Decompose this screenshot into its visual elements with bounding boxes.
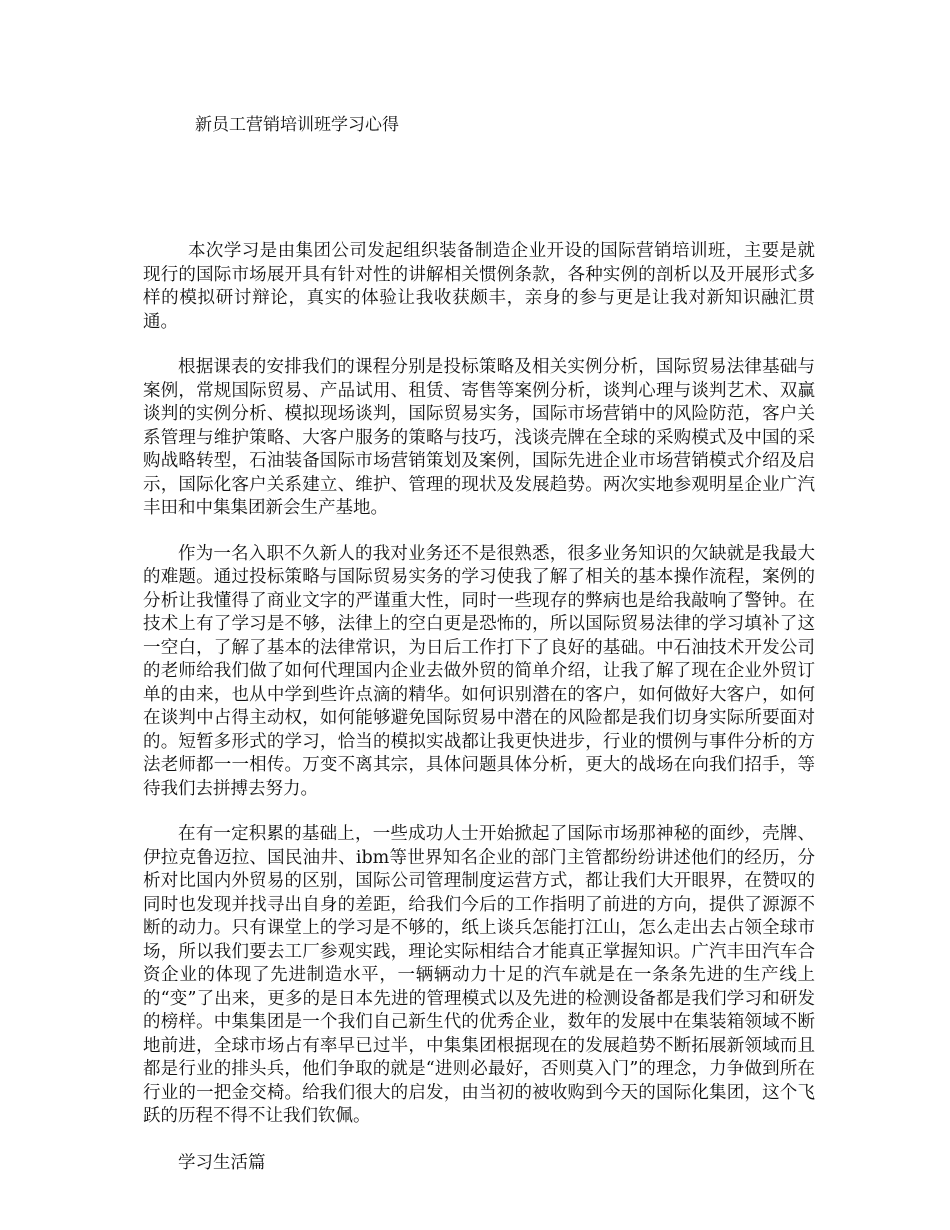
document-body — [143, 240, 815, 1175]
document-title: 新员工营销培训班学习心得 — [195, 115, 399, 135]
paragraph-curriculum: 根据课表的安排我们的课程分别是投标策略及相关实例分析，国际贸易法律基础与案例，常规国际贸易、产品试用、租赁、寄售等案例分析，谈判心理与谈判艺术、双赢谈判的实例分析、模拟现场谈判，国际贸易实务，国际市场营销中的风险防范，客户关系管理与维护策略、大客户服务的策略与技巧，浅谈壳牌在全球的采购模式及中国的采购战略转型，石油装备国际市场营销策划及案例，国际先进企业市场营销模式介绍及启示，国际化客户关系建立、维护、管理的现状及发展趋势。两次实地参观明星企业广汽丰田和中集集团新会生产基地。 — [143, 357, 815, 518]
paragraph-experience: 在有一定积累的基础上，一些成功人士开始掀起了国际市场那神秘的面纱，壳牌、伊拉克鲁迈拉、国民油井、ibm等世界知名企业的部门主管都纷纷讲述他们的经历，分析对比国内外贸易的区别，国际公司管理制度运营方式，都让我们大开眼界，在赞叹的同时也发现并找寻出自身的差距，给我们今后的工作指明了前进的方向，提供了源源不断的动力。只有课堂上的学习是不够的，纸上谈兵怎能打江山，怎么走出去占领全球市场，所以我们要去工厂参观实践，理论实际相结合才能真正掌握知识。广汽丰田汽车合资企业的体现了先进制造水平，一辆辆动力十足的汽车就是在一条条先进的生产线上的“变”了出来，更多的是日本先进的管理模式以及先进的检测设备都是我们学习和研发的榜样。中集集团是一个我们自己新生代的优秀企业，数年的发展中在集装箱领域不断地前进，全球市场占有率早已过半，中集集团根据现在的发展趋势不断拓展新领域而且都是行业的排头兵，他们争取的就是“进则必最好，否则莫入门”的理念，力争做到所在行业的一把金交椅。给我们很大的启发，由当初的被收购到今天的国际化集团，这个飞跃的历程不得不让我们钦佩。 — [143, 824, 815, 1126]
paragraph-intro: 本次学习是由集团公司发起组织装备制造企业开设的国际营销培训班，主要是就现行的国际市场展开具有针对性的讲解相关惯例条款，各种实例的剖析以及开展形式多样的模拟研讨辩论，真实的体验让我收获颇丰，亲身的参与更是让我对新知识融汇贯通。 — [143, 241, 815, 332]
paragraph-personal-learning: 作为一名入职不久新人的我对业务还不是很熟悉，很多业务知识的欠缺就是我最大的难题。通过投标策略与国际贸易实务的学习使我了解了相关的基本操作流程，案例的分析让我懂得了商业文字的严谨重大性，同时一些现存的弊病也是给我敲响了警钟。在技术上有了学习是不够，法律上的空白更是恐怖的，所以国际贸易法律的学习填补了这一空白，了解了基本的法律常识，为日后工作打下了良好的基础。中石油技术开发公司的老师给我们做了如何代理国内企业去做外贸的简单介绍，让我了解了现在企业外贸订单的由来，也从中学到些许点滴的精华。如何识别潜在的客户，如何做好大客户，如何在谈判中占得主动权，如何能够避免国际贸易中潜在的风险都是我们切身实际所要面对的。短暂多形式的学习，恰当的模拟实战都让我更快进步，行业的惯例与事件分析的方法老师都一一相传。万变不离其宗，具体问题具体分析，更大的战场在向我们招手，等待我们去拼搏去努力。 — [143, 543, 815, 799]
section-heading: 学习生活篇 — [178, 1152, 266, 1173]
